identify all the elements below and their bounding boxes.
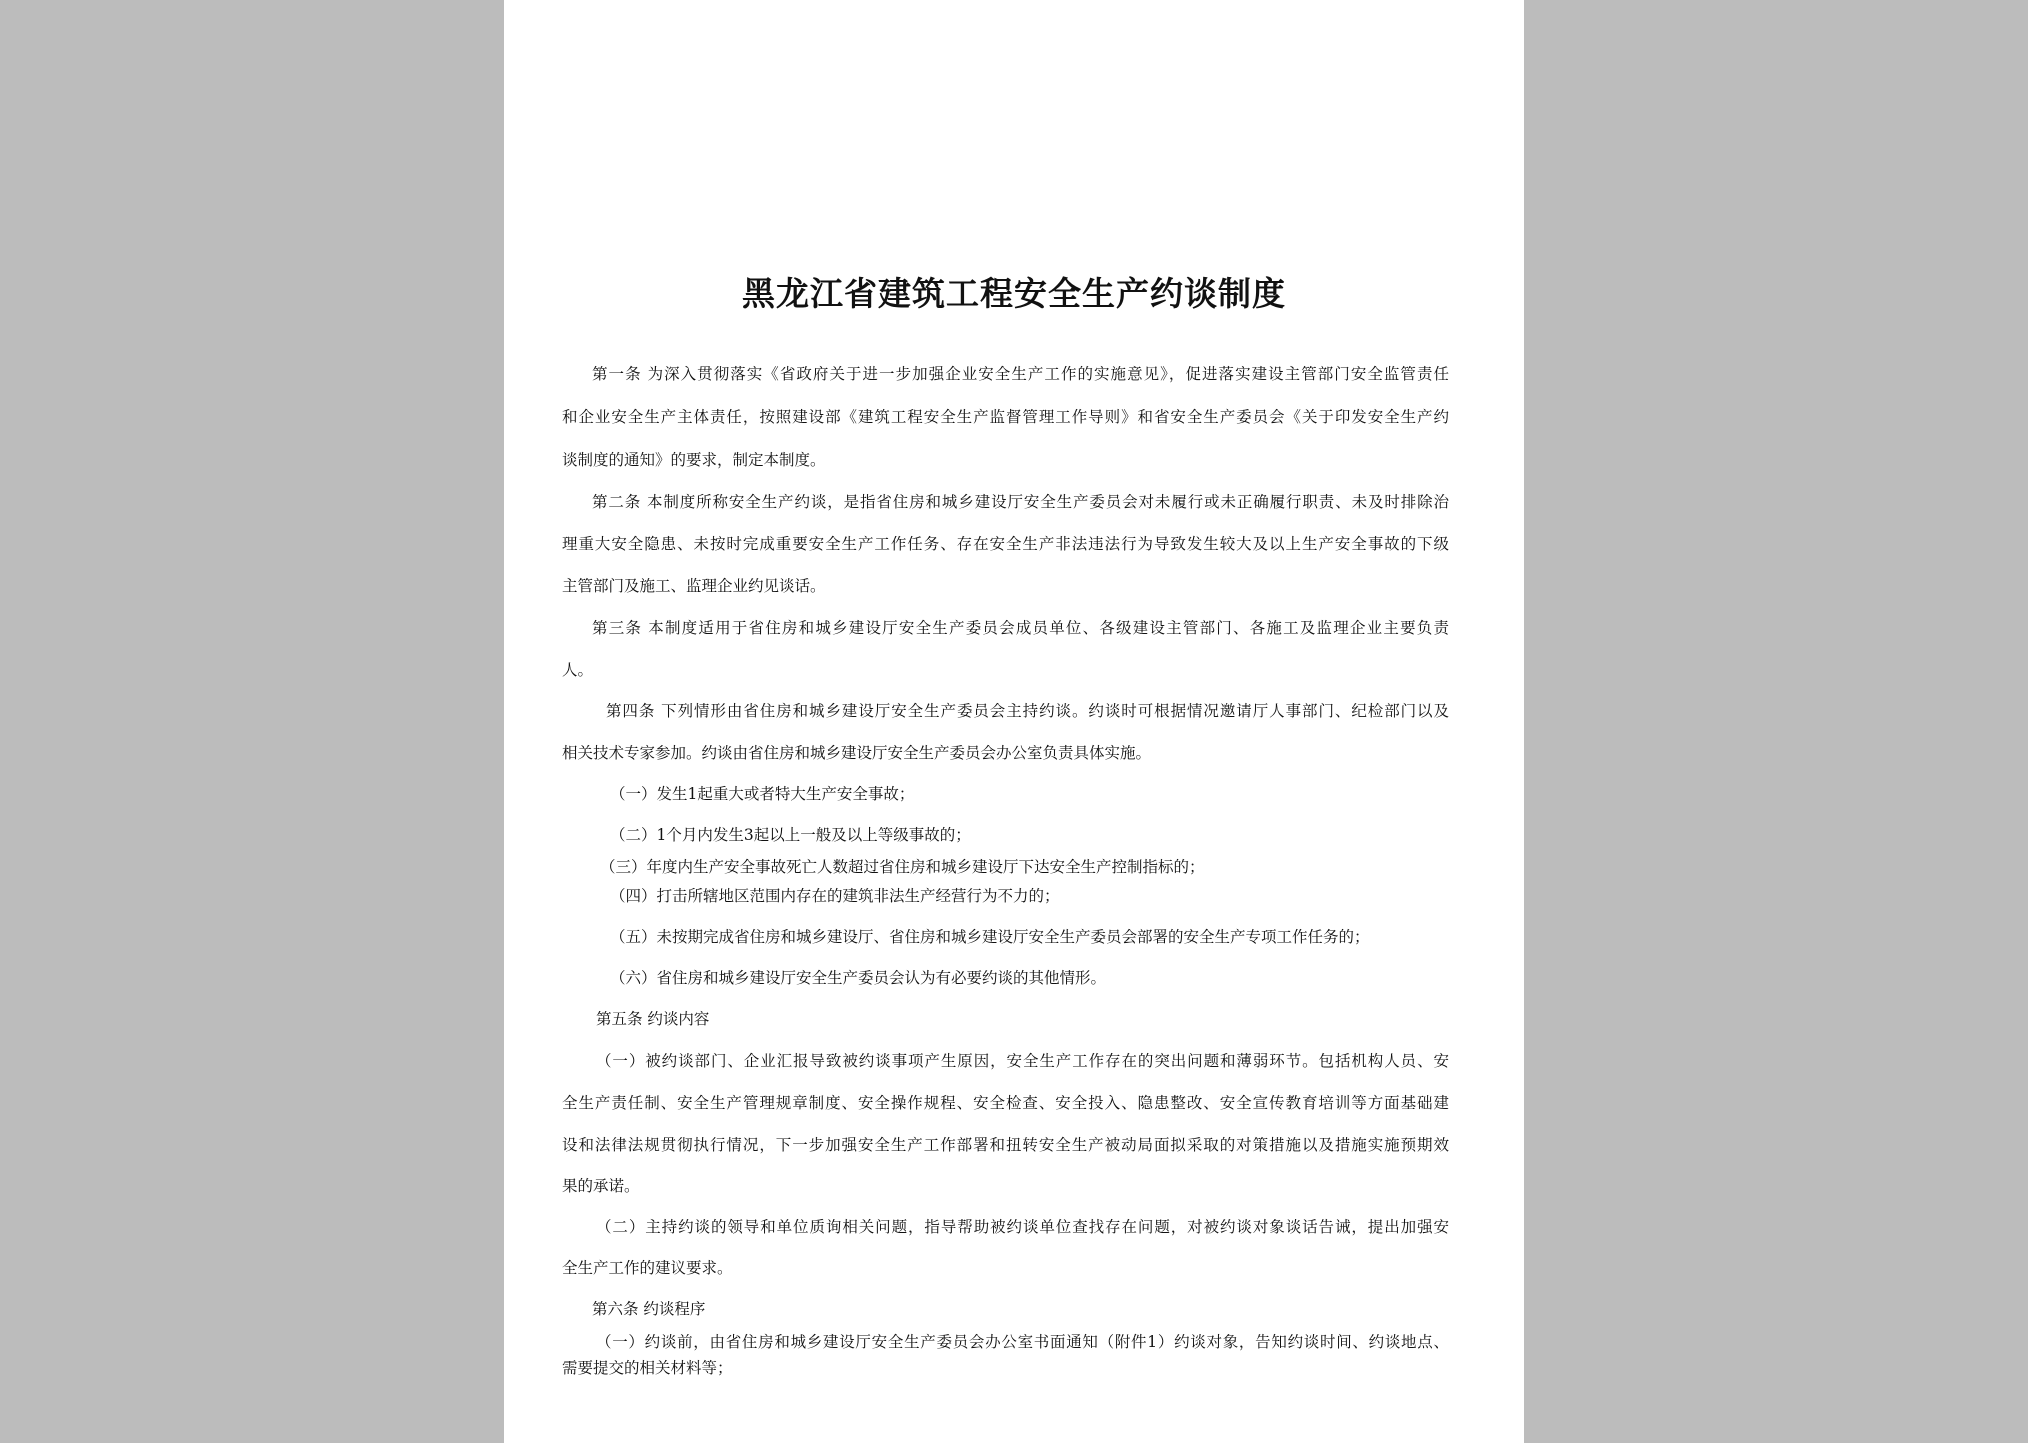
article-2-line-1: 第二条 本制度所称安全生产约谈，是指省住房和城乡建设厅安全生产委员会对未履行或未正确履行职责、未及时排除治 (592, 493, 1449, 511)
article-5-heading: 第五条 约谈内容 (596, 1010, 710, 1028)
article-6-item-1-line-1: （一）约谈前，由省住房和城乡建设厅安全生产委员会办公室书面通知（附件1）约谈对象，告知约谈时间、约谈地点、 (596, 1333, 1449, 1351)
article-4-line-2: 相关技术专家参加。约谈由省住房和城乡建设厅安全生产委员会办公室负责具体实施。 (562, 744, 1152, 762)
document-page (504, 0, 1524, 1443)
article-5-item-1-line-4: 果的承诺。 (562, 1177, 640, 1195)
article-4-item-1: （一）发生1起重大或者特大生产安全事故； (610, 785, 915, 803)
article-3-line-2: 人。 (562, 661, 594, 679)
article-5-item-2-line-1: （二）主持约谈的领导和单位质询相关问题，指导帮助被约谈单位查找存在问题，对被约谈对象谈话告诫，提出加强安 (596, 1218, 1449, 1236)
article-4-item-5: （五）未按期完成省住房和城乡建设厅、省住房和城乡建设厅安全生产委员会部署的安全生产专项工作任务的； (610, 928, 1370, 946)
article-4-item-4: （四）打击所辖地区范围内存在的建筑非法生产经营行为不力的； (610, 887, 1060, 905)
document-title: 黑龙江省建筑工程安全生产约谈制度 (742, 274, 1286, 313)
article-4-item-3: （三）年度内生产安全事故死亡人数超过省住房和城乡建设厅下达安全生产控制指标的； (600, 858, 1205, 876)
article-1-line-2: 和企业安全生产主体责任，按照建设部《建筑工程安全生产监督管理工作导则》和省安全生产委员会《关于印发安全生产约 (562, 408, 1449, 426)
article-3-line-1: 第三条 本制度适用于省住房和城乡建设厅安全生产委员会成员单位、各级建设主管部门、各施工及监理企业主要负责 (592, 619, 1449, 637)
article-1-line-1: 第一条 为深入贯彻落实《省政府关于进一步加强企业安全生产工作的实施意见》，促进落实建设主管部门安全监管责任 (592, 365, 1449, 383)
article-6-item-1-line-2: 需要提交的相关材料等； (562, 1359, 733, 1377)
article-2-line-2: 理重大安全隐患、未按时完成重要安全生产工作任务、存在安全生产非法违法行为导致发生较大及以上生产安全事故的下级 (562, 535, 1449, 553)
article-2-line-3: 主管部门及施工、监理企业约见谈话。 (562, 577, 826, 595)
article-5-item-2-line-2: 全生产工作的建议要求。 (562, 1259, 733, 1277)
article-4-item-2: （二）1个月内发生3起以上一般及以上等级事故的； (610, 826, 971, 844)
article-5-item-1-line-1: （一）被约谈部门、企业汇报导致被约谈事项产生原因，安全生产工作存在的突出问题和薄弱环节。包括机构人员、安 (596, 1052, 1449, 1070)
article-5-item-1-line-3: 设和法律法规贯彻执行情况，下一步加强安全生产工作部署和扭转安全生产被动局面拟采取的对策措施以及措施实施预期效 (562, 1136, 1449, 1154)
article-4-item-6: （六）省住房和城乡建设厅安全生产委员会认为有必要约谈的其他情形。 (610, 969, 1107, 987)
article-5-item-1-line-2: 全生产责任制、安全生产管理规章制度、安全操作规程、安全检查、安全投入、隐患整改、安全宣传教育培训等方面基础建 (562, 1094, 1449, 1112)
article-1-line-3: 谈制度的通知》的要求，制定本制度。 (562, 451, 826, 469)
article-6-heading: 第六条 约谈程序 (592, 1300, 706, 1318)
article-4-line-1: 第四条 下列情形由省住房和城乡建设厅安全生产委员会主持约谈。约谈时可根据情况邀请厅人事部门、纪检部门以及 (606, 702, 1449, 720)
